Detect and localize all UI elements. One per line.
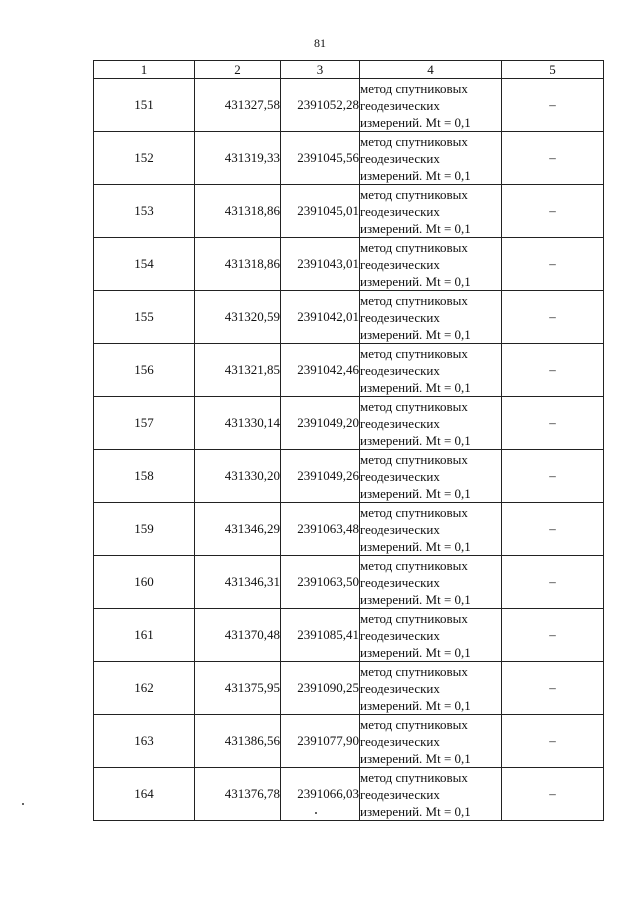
- method-cell: метод спутниковых геодезических измерений. Mt = 0,1: [360, 450, 502, 503]
- point-number-cell: 152: [94, 132, 195, 185]
- x-coordinate-cell: 431375,95: [195, 662, 281, 715]
- remark-cell: –: [502, 238, 604, 291]
- y-coordinate-cell: 2391066,03: [281, 768, 360, 821]
- y-coordinate-cell: 2391045,56: [281, 132, 360, 185]
- x-coordinate-cell: 431346,31: [195, 556, 281, 609]
- y-coordinate-cell: 2391045,01: [281, 185, 360, 238]
- column-header-3: 3: [281, 61, 360, 79]
- x-coordinate-cell: 431330,20: [195, 450, 281, 503]
- table-header: [94, 61, 604, 79]
- table-row: [94, 79, 604, 132]
- point-number-cell: 162: [94, 662, 195, 715]
- remark-cell: –: [502, 768, 604, 821]
- table-row: [94, 450, 604, 503]
- method-cell: метод спутниковых геодезических измерений. Mt = 0,1: [360, 79, 502, 132]
- method-cell: метод спутниковых геодезических измерений. Mt = 0,1: [360, 609, 502, 662]
- point-number-cell: 161: [94, 609, 195, 662]
- page-number: 81: [314, 36, 326, 50]
- y-coordinate-cell: 2391049,20: [281, 397, 360, 450]
- method-cell: метод спутниковых геодезических измерений. Mt = 0,1: [360, 132, 502, 185]
- y-coordinate-cell: 2391090,25: [281, 662, 360, 715]
- point-number-cell: 156: [94, 344, 195, 397]
- scan-speck: [315, 812, 317, 814]
- scan-speck: [22, 803, 24, 805]
- method-cell: метод спутниковых геодезических измерений. Mt = 0,1: [360, 291, 502, 344]
- remark-cell: –: [502, 344, 604, 397]
- remark-cell: –: [502, 715, 604, 768]
- method-cell: метод спутниковых геодезических измерений. Mt = 0,1: [360, 715, 502, 768]
- x-coordinate-cell: 431321,85: [195, 344, 281, 397]
- remark-cell: –: [502, 450, 604, 503]
- method-cell: метод спутниковых геодезических измерений. Mt = 0,1: [360, 238, 502, 291]
- x-coordinate-cell: 431386,56: [195, 715, 281, 768]
- table-row: [94, 715, 604, 768]
- x-coordinate-cell: 431346,29: [195, 503, 281, 556]
- point-number-cell: 151: [94, 79, 195, 132]
- point-number-cell: 159: [94, 503, 195, 556]
- point-number-cell: 153: [94, 185, 195, 238]
- column-header-1: 1: [94, 61, 195, 79]
- remark-cell: –: [502, 556, 604, 609]
- y-coordinate-cell: 2391042,46: [281, 344, 360, 397]
- table-row: [94, 132, 604, 185]
- point-number-cell: 155: [94, 291, 195, 344]
- point-number-cell: 160: [94, 556, 195, 609]
- table-row: [94, 397, 604, 450]
- y-coordinate-cell: 2391077,90: [281, 715, 360, 768]
- method-cell: метод спутниковых геодезических измерений. Mt = 0,1: [360, 344, 502, 397]
- x-coordinate-cell: 431330,14: [195, 397, 281, 450]
- column-header-4: 4: [360, 61, 502, 79]
- table-row: [94, 503, 604, 556]
- column-header-2: 2: [195, 61, 281, 79]
- table-row: [94, 768, 604, 821]
- x-coordinate-cell: 431327,58: [195, 79, 281, 132]
- point-number-cell: 154: [94, 238, 195, 291]
- remark-cell: –: [502, 132, 604, 185]
- table-body: [94, 79, 604, 821]
- x-coordinate-cell: 431319,33: [195, 132, 281, 185]
- y-coordinate-cell: 2391042,01: [281, 291, 360, 344]
- method-cell: метод спутниковых геодезических измерений. Mt = 0,1: [360, 662, 502, 715]
- point-number-cell: 157: [94, 397, 195, 450]
- coordinates-table: [93, 60, 604, 821]
- method-cell: метод спутниковых геодезических измерений. Mt = 0,1: [360, 397, 502, 450]
- y-coordinate-cell: 2391052,28: [281, 79, 360, 132]
- table-row: [94, 344, 604, 397]
- y-coordinate-cell: 2391085,41: [281, 609, 360, 662]
- y-coordinate-cell: 2391049,26: [281, 450, 360, 503]
- point-number-cell: 158: [94, 450, 195, 503]
- x-coordinate-cell: 431318,86: [195, 185, 281, 238]
- method-cell: метод спутниковых геодезических измерений. Mt = 0,1: [360, 503, 502, 556]
- remark-cell: –: [502, 503, 604, 556]
- y-coordinate-cell: 2391063,48: [281, 503, 360, 556]
- column-header-5: 5: [502, 61, 604, 79]
- method-cell: метод спутниковых геодезических измерений. Mt = 0,1: [360, 768, 502, 821]
- table-row: [94, 185, 604, 238]
- table-row: [94, 609, 604, 662]
- x-coordinate-cell: 431370,48: [195, 609, 281, 662]
- table-row: [94, 556, 604, 609]
- header-row: [94, 61, 604, 79]
- remark-cell: –: [502, 185, 604, 238]
- remark-cell: –: [502, 291, 604, 344]
- x-coordinate-cell: 431320,59: [195, 291, 281, 344]
- point-number-cell: 164: [94, 768, 195, 821]
- x-coordinate-cell: 431318,86: [195, 238, 281, 291]
- remark-cell: –: [502, 662, 604, 715]
- x-coordinate-cell: 431376,78: [195, 768, 281, 821]
- method-cell: метод спутниковых геодезических измерений. Mt = 0,1: [360, 556, 502, 609]
- y-coordinate-cell: 2391043,01: [281, 238, 360, 291]
- table-row: [94, 291, 604, 344]
- remark-cell: –: [502, 79, 604, 132]
- method-cell: метод спутниковых геодезических измерений. Mt = 0,1: [360, 185, 502, 238]
- table-row: [94, 238, 604, 291]
- point-number-cell: 163: [94, 715, 195, 768]
- y-coordinate-cell: 2391063,50: [281, 556, 360, 609]
- table-row: [94, 662, 604, 715]
- remark-cell: –: [502, 397, 604, 450]
- remark-cell: –: [502, 609, 604, 662]
